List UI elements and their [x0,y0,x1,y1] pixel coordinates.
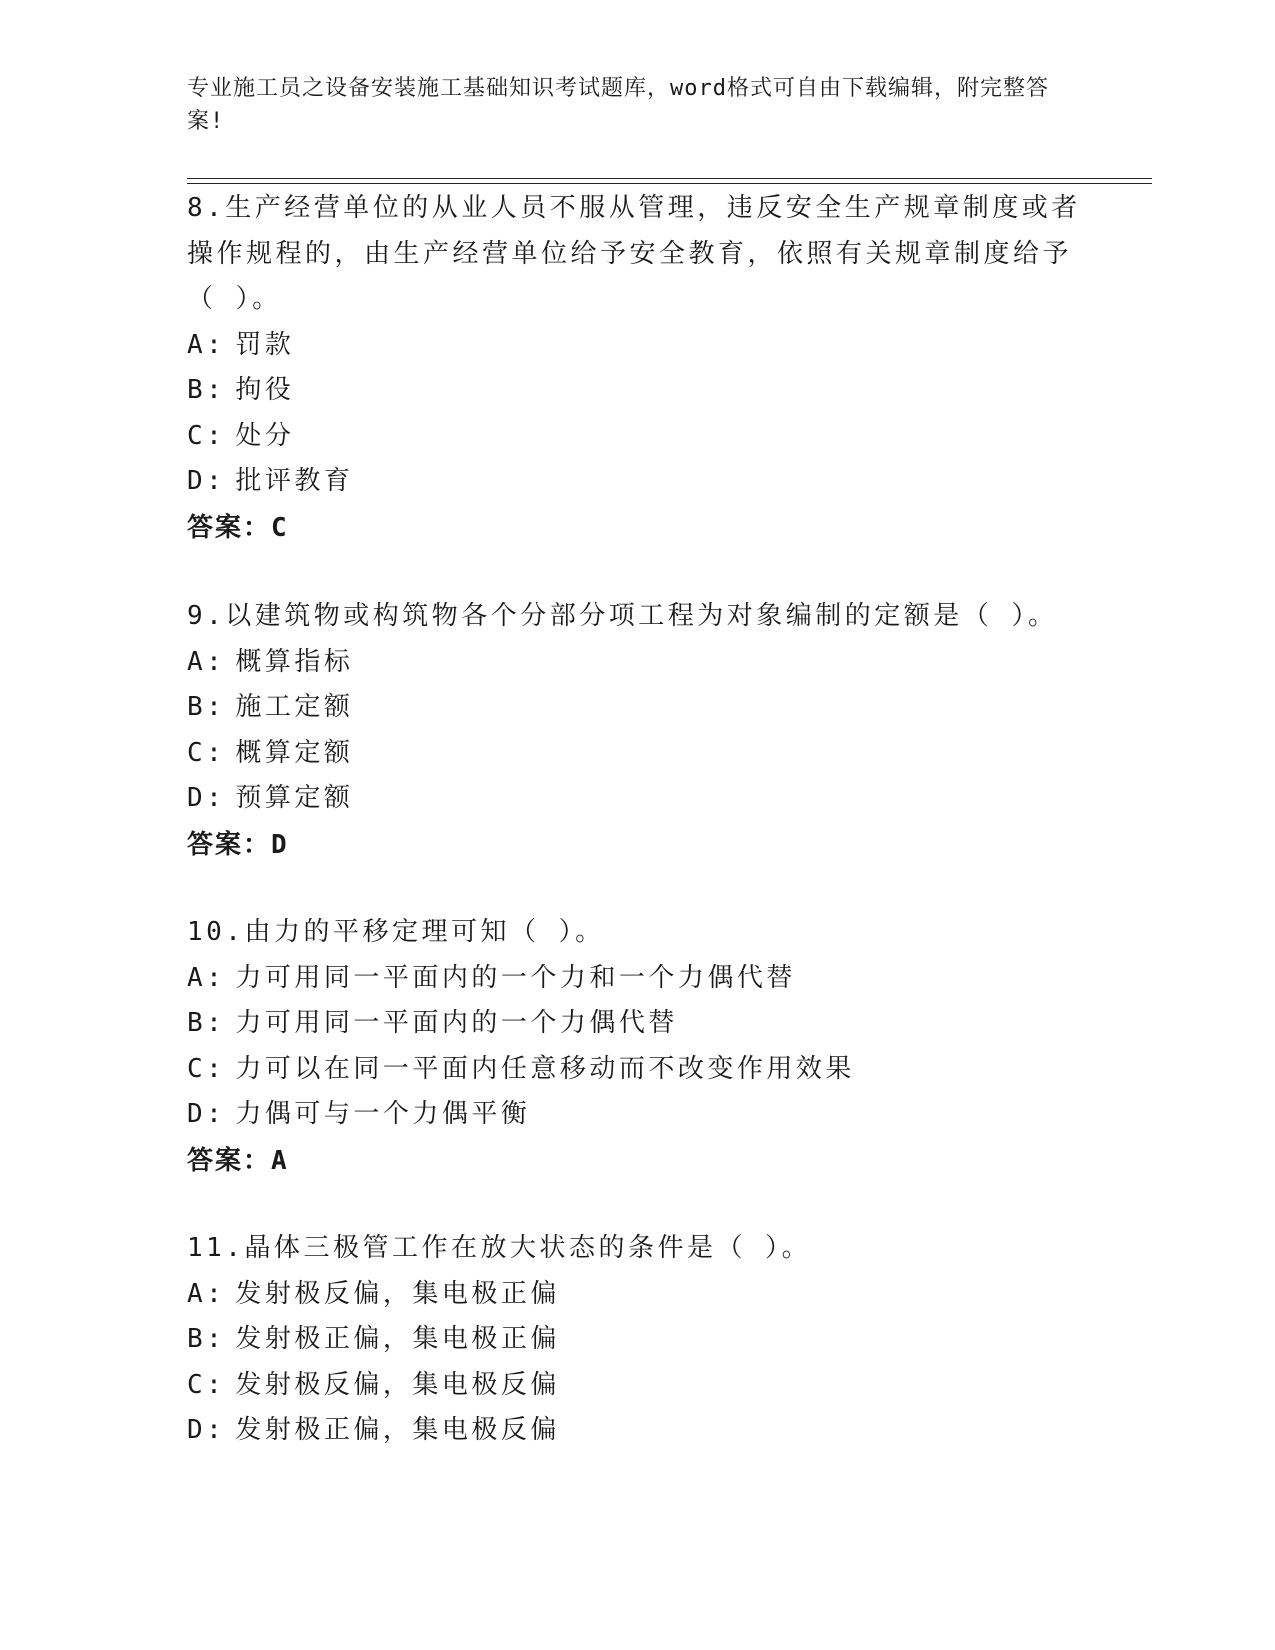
option-key: A: [187,646,226,677]
option-key: A: [187,329,226,360]
option-a [187,956,1087,1002]
option-b [187,685,1087,731]
option-a [187,640,1087,686]
option-key: C: [187,1053,226,1084]
question-9 [187,594,1087,868]
option-c [187,1363,1087,1409]
option-c [187,731,1087,777]
option-text: 处分 [235,420,295,451]
option-text: 概算定额 [235,737,354,768]
option-b [187,1001,1087,1047]
option-key: C: [187,737,226,768]
option-a [187,1272,1087,1318]
option-text: 拘役 [235,375,295,405]
option-c [187,414,1087,460]
question-stem: 11.晶体三极管工作在放大状态的条件是（ ）。 [187,1233,812,1263]
option-key: D: [187,466,226,496]
question-8 [187,186,1087,551]
question-11 [187,1226,1087,1454]
option-text: 预算定额 [235,783,354,813]
header-divider-bottom [187,183,1152,184]
option-key: B: [187,692,226,722]
option-b [187,1317,1087,1363]
option-key: D: [187,1099,226,1129]
option-text: 力可用同一平面内的一个力和一个力偶代替 [235,962,796,993]
answer-label: 答案：D [187,829,289,860]
option-key: A: [187,1278,226,1309]
question-10 [187,910,1087,1184]
option-text: 发射极反偏，集电极正偏 [235,1278,560,1309]
question-stem: 8.生产经营单位的从业人员不服从管理，违反安全生产规章制度或者操作规程的，由生产经营单位给予安全教育，依照有关规章制度给予（ ）。 [187,193,1081,314]
document-intro: 专业施工员之设备安装施工基础知识考试题库，word格式可自由下载编辑，附完整答案! [187,76,1049,134]
option-text: 罚款 [235,329,295,360]
option-key: D: [187,783,226,813]
option-d [187,1092,1087,1138]
option-text: 力可用同一平面内的一个力偶代替 [235,1008,678,1038]
option-d [187,1408,1087,1454]
option-d [187,459,1087,505]
option-key: C: [187,420,226,451]
option-a [187,323,1087,369]
option-text: 发射极正偏，集电极正偏 [235,1324,560,1354]
option-text: 施工定额 [235,692,354,722]
option-key: C: [187,1369,226,1400]
option-d [187,776,1087,822]
answer-label: 答案：A [187,1145,289,1176]
question-stem: 9.以建筑物或构筑物各个分部分项工程为对象编制的定额是（ ）。 [187,601,1058,631]
option-c [187,1047,1087,1093]
option-text: 力可以在同一平面内任意移动而不改变作用效果 [235,1053,855,1084]
option-text: 力偶可与一个力偶平衡 [235,1099,531,1129]
option-text: 发射极反偏，集电极反偏 [235,1369,560,1400]
option-text: 发射极正偏，集电极反偏 [235,1415,560,1445]
answer-label: 答案：C [187,512,289,543]
option-key: B: [187,375,226,405]
option-text: 批评教育 [235,466,354,496]
option-key: B: [187,1324,226,1354]
option-text: 概算指标 [235,646,354,677]
option-key: A: [187,962,226,993]
option-key: D: [187,1415,226,1445]
header-divider-top [187,178,1152,179]
option-key: B: [187,1008,226,1038]
option-b [187,368,1087,414]
question-stem: 10.由力的平移定理可知（ ）。 [187,917,605,947]
